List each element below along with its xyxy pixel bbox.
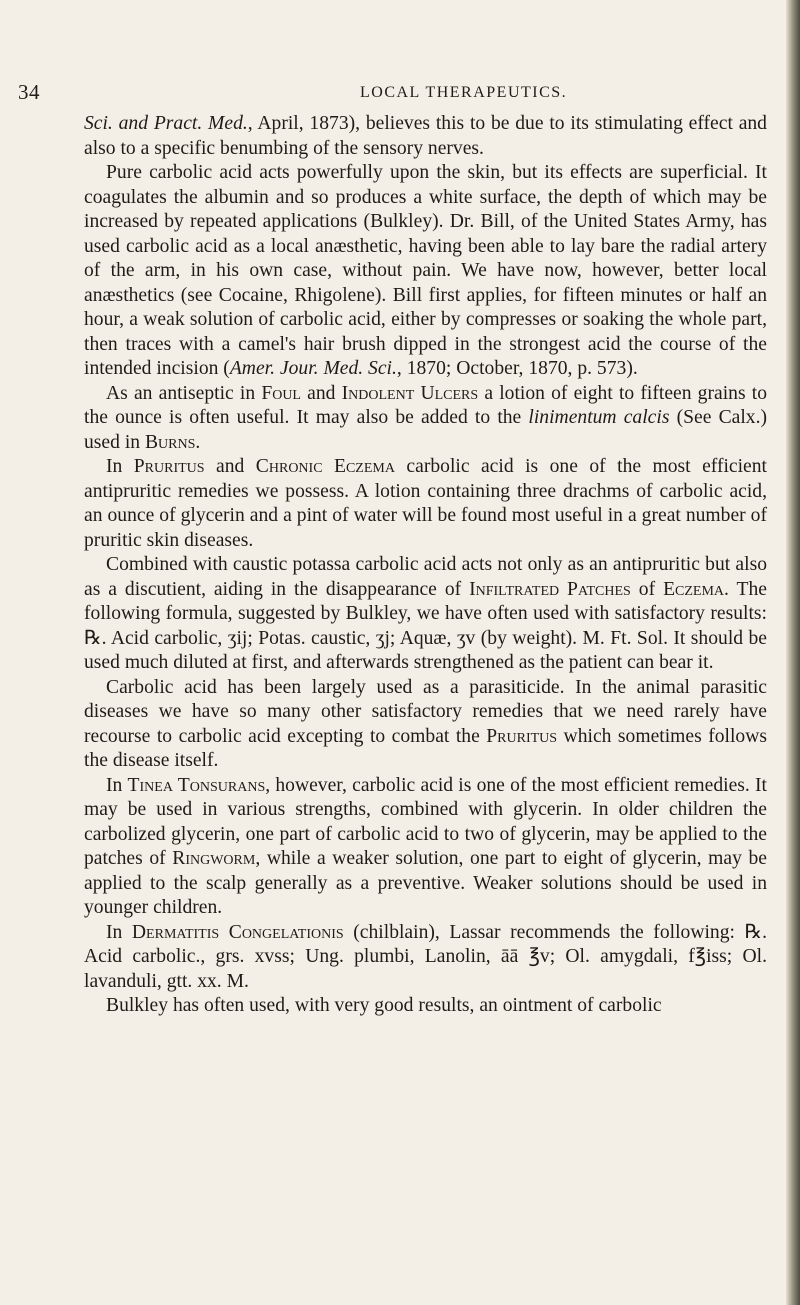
text-run: , 1870; October, 1870, p. 573). (396, 358, 638, 379)
text-run: Carbolic acid has been largely used as a parasiticide. In the animal parasitic diseases we have so many other satisfactory remedies that we need rarely have recourse to carbolic acid excepting to combat the (84, 676, 767, 747)
small-caps-text: Indolent Ulcers (341, 382, 479, 404)
small-caps-text: Eczema (663, 578, 725, 600)
paragraph (84, 676, 767, 774)
text-run: , however, carbolic acid is one of the most efficient remedies. It may be used in various strengths, combined with glycerin. In older children the carbolized glycerin, one part of carbolic acid to two of glycerin, may be applied to the patches of (84, 774, 767, 869)
italic-text: Sci. and Pract. Med. (84, 113, 248, 134)
small-caps-text: Burns (144, 431, 196, 453)
small-caps-text: Chronic Eczema (255, 456, 395, 477)
text-run: which sometimes follows the disease itself. (84, 725, 768, 771)
paragraph (84, 774, 767, 921)
paragraph (84, 382, 767, 456)
paragraph (84, 455, 767, 553)
page-edge (786, 0, 800, 1305)
page-number: 34 (18, 80, 40, 104)
small-caps-text: Pruritus (486, 725, 558, 747)
text-run: , while a weaker solution, one part to eight of glycerin, may be applied to the scalp generally as a preventive. Weaker solutions should be used in younger children. (84, 848, 767, 918)
paragraph (84, 553, 767, 676)
text-run: In (106, 921, 132, 943)
paragraph (84, 994, 767, 1019)
page-header (0, 78, 800, 112)
body-text (84, 112, 767, 1019)
text-run: . The following formula, suggested by Bulkley, we have often used with satisfactory results: ℞. Acid carbolic, ʒij; Potas. caustic, ʒj; Aquæ, ʒv (by weight). M. Ft. Sol. It should be used much diluted at first, and afterwards strengthened as the patient can bear it. (84, 578, 767, 673)
small-caps-text: Dermatitis Congelationis (131, 921, 344, 943)
text-run: and (204, 456, 256, 477)
text-run: (chilblain), Lassar recommends the following: ℞. Acid carbolic., grs. xvss; Ung. plumbi, Lanolin, āā ℥v; Ol. amygdali, f℥iss; Ol. lavanduli, gtt. xx. M. (84, 921, 767, 992)
text-run: Combined with caustic potassa carbolic acid acts not only as an antipruritic but also as a discutient, aiding in the disappearance of (84, 554, 767, 600)
small-caps-text: Infiltrated Patches (469, 578, 631, 600)
text-run: In (106, 774, 128, 796)
small-caps-text: Tinea Tonsurans (127, 774, 266, 796)
small-caps-text: Foul (261, 382, 301, 404)
text-run: As an antiseptic in (106, 382, 262, 404)
paragraph (84, 161, 767, 382)
text-run: of (630, 578, 664, 600)
paragraph (84, 921, 767, 995)
small-caps-text: Pruritus (133, 456, 205, 477)
text-run: Bulkley has often used, with very good results, an ointment of carbolic (106, 995, 662, 1016)
italic-text: linimentum calcis (528, 407, 670, 428)
paragraph (84, 112, 767, 161)
small-caps-text: Ringworm (172, 848, 256, 869)
text-run: carbolic acid is one of the most efficient antipruritic remedies we possess. A lotion containing three drachms of carbolic acid, an ounce of glycerin and a pint of water will be found most useful in a great number of pruritic skin diseases. (84, 456, 767, 551)
text-run: and (300, 382, 342, 404)
text-run: . (195, 431, 201, 453)
running-head: LOCAL THERAPEUTICS. (360, 84, 568, 101)
text-run: a lotion of eight to fifteen grains to the ounce is often useful. It may also be added to the (84, 382, 767, 428)
text-run: , April, 1873), believes this to be due to its stimulating effect and also to a specific benumbing of the sensory nerves. (84, 113, 767, 159)
italic-text: Amer. Jour. Med. Sci. (229, 358, 397, 379)
text-run: (See Calx.) used in (84, 407, 768, 453)
text-run: Pure carbolic acid acts powerfully upon the skin, but its effects are superficial. It coagulates the albumin and so produces a white surface, the depth of which may be increased by repeated applications (Bulkley). Dr. Bill, of the United States Army, has used carbolic acid as a local anæsthetic, having been able to lay bare the radial artery of the arm, in his own case, without pain. We have now, however, better local anæsthetics (see Cocaine, Rhigolene). Bill first applies, for fifteen minutes or half an hour, a weak solution of carbolic acid, either by compresses or soaking the whole part, then traces with a camel's hair brush dipped in the strongest acid the course of the intended incision ( (84, 162, 767, 379)
text-run: In (106, 456, 134, 477)
